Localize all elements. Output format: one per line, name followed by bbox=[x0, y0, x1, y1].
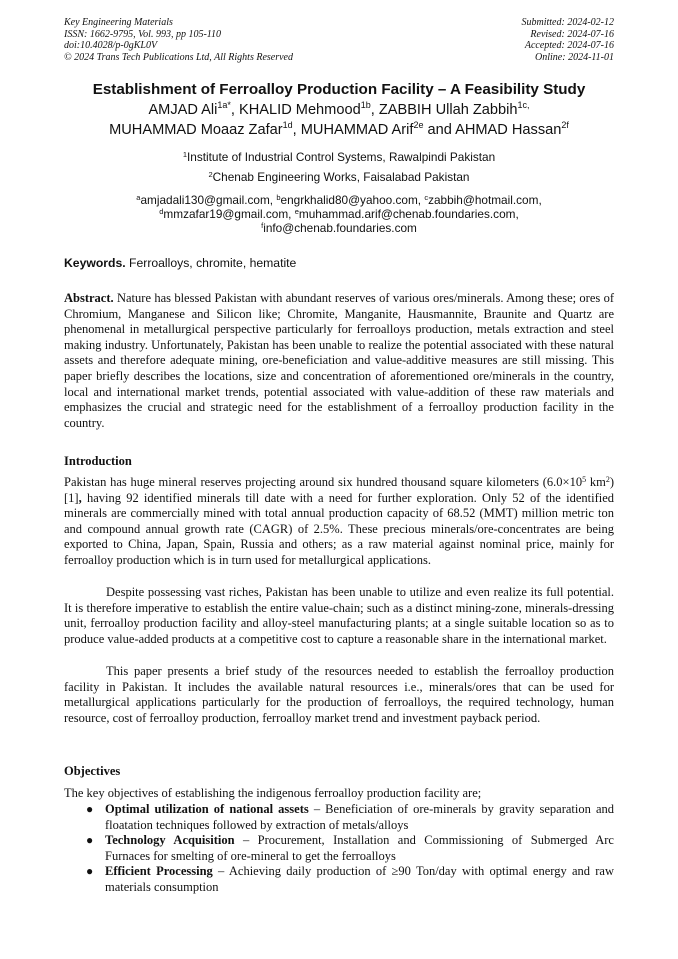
author-list: AMJAD Ali$^{1a*}$, KHALID Mehmood$^{1b}$, ZABBIH Ullah Zabbih$^{1c,}$ MUHAMMAD Moaaz Zafar$^{1d}$, MUHAMMAD Arif$^{2e}$ and AHMAD Hassan$^{2f}$ bbox=[109, 100, 569, 138]
author: AHMAD Hassan$^{2f}$ bbox=[455, 120, 569, 138]
list-item: ● Technology Acquisition – Procurement, Installation and Commissioning of Submerged Arc Furnaces for smelting of ore-mineral to get the ferroalloys bbox=[86, 833, 614, 863]
journal-header bbox=[64, 17, 293, 63]
affiliation: $^2$Chenab Engineering Works, Faisalabad Pakistan bbox=[208, 170, 470, 184]
author-emails: $^a$amjadali130@gmail.com, $^b$engrkhalid80@yahoo.com, $^c$zabbih@hotmail.com, $^d$mmzafar19@gmail.com, $^e$muhammad.arif@chenab.foundaries.com, $^f$info@chenab.foundaries.com bbox=[136, 193, 542, 235]
email-link[interactable]: mmzafar19@gmail.com bbox=[163, 207, 289, 221]
bullet-icon: ● bbox=[86, 864, 94, 879]
abstract bbox=[64, 291, 614, 431]
affiliation: $^1$Institute of Industrial Control Systems, Rawalpindi Pakistan bbox=[182, 150, 496, 164]
author: MUHAMMAD Moaaz Zafar$^{1d}$ bbox=[109, 120, 293, 138]
email-link[interactable]: amjadali130@gmail.com bbox=[140, 193, 270, 207]
submitted-date: Submitted: 2024-02-12 bbox=[521, 17, 614, 28]
email-link[interactable]: engrkhalid80@yahoo.com bbox=[280, 193, 418, 207]
bullet-icon: ● bbox=[86, 833, 94, 848]
email-link[interactable]: muhammad.arif@chenab.foundaries.com bbox=[298, 207, 516, 221]
introduction-paragraph: Despite possessing vast riches, Pakistan has been unable to utilize and even realize its full potential. It is therefore imperative to establish the entire value-chain; such as a distinct mining-zone, minerals-dressing unit, ferroalloy production facility and alloy-steel manufacturing plants; at a single suitable location so as to produce value-added products at a competitive cost to capture a reasonable share in the international market. bbox=[64, 585, 614, 646]
list-item: ● Efficient Processing – Achieving daily production of ≥90 Ton/day with optimal energy and raw materials consumption bbox=[86, 864, 615, 894]
keywords-text: Ferroalloys, chromite, hematite bbox=[129, 256, 297, 270]
keywords-label: Keywords. bbox=[64, 256, 126, 270]
paper-title: Establishment of Ferroalloy Production Facility – A Feasibility Study bbox=[92, 81, 586, 98]
keywords bbox=[64, 256, 296, 270]
dates-header bbox=[522, 17, 615, 63]
section-heading-introduction: Introduction bbox=[64, 454, 132, 468]
introduction-paragraph: Pakistan has huge mineral reserves projecting around six hundred thousand square kilometers ($6.0\times 10^5$ $km^2$) [1], having 92 identified minerals till date with a need for further exploration. Only 52 of the identified minerals are commercially mined with total annual production capacity of 68.52 (MMT) million metric ton and compound annual growth rate (CAGR) of 2.5%. These precious minerals/ore-concentrates are being exported to China, Japan, Spain, Russia and others; as a raw material against nominal price, mainly for ferroalloy production which is in turn used for metallurgical applications. bbox=[64, 475, 614, 567]
copyright-notice: © 2024 Trans Tech Publications Ltd, All Rights Reserved bbox=[64, 51, 293, 63]
online-date: Online: 2024-11-01 bbox=[535, 51, 614, 63]
author: KHALID Mehmood$^{1b}$ bbox=[239, 100, 371, 118]
list-item: ● Optimal utilization of national assets – Beneficiation of ore-minerals by gravity separation and floatation techniques followed by extraction of metals/alloys bbox=[86, 802, 614, 832]
author: ZABBIH Ullah Zabbih$^{1c,}$ bbox=[378, 100, 530, 118]
revised-date: Revised: 2024-07-16 bbox=[530, 28, 614, 40]
objectives-intro: The key objectives of establishing the indigenous ferroalloy production facility are; bbox=[64, 786, 482, 800]
author: AMJAD Ali$^{1a*}$ bbox=[148, 100, 231, 118]
journal-name: Key Engineering Materials bbox=[64, 17, 173, 28]
author: MUHAMMAD Arif$^{2e}$ bbox=[300, 120, 424, 138]
objectives-list bbox=[64, 802, 614, 896]
email-link[interactable]: info@chenab.foundaries.com bbox=[263, 221, 417, 235]
email-link[interactable]: zabbih@hotmail.com bbox=[428, 193, 539, 207]
section-heading-objectives: Objectives bbox=[64, 764, 121, 778]
abstract-label: Abstract. bbox=[64, 291, 114, 305]
introduction-paragraph: This paper presents a brief study of the resources needed to establish the ferroalloy production facility in Pakistan. It includes the available natural resources i.e., minerals/ores that can be used for metallurgical applications particularly for the production of ferroalloys, the required technology, human resource, cost of ferroalloy production, ferroalloy market trend and investment payback period. bbox=[64, 664, 614, 725]
doi-link[interactable]: doi:10.4028/p-0gKL0V bbox=[64, 40, 158, 51]
abstract-text: Nature has blessed Pakistan with abundant reserves of various ores/minerals. Among these; ores of Chromium, Manganese and Silicon like; Chromite, Manganite, Hausmannite, Braunite and Quartz are phenomenal in metallurgical perspective particularly for ferroalloys production, metals extraction and steel making industry. Unfortunately, Pakistan has been unable to realize the potential associated with these natural assets and therefore adequate mining, ore-beneficiation and value-additive measures are still missing. This paper briefly describes the locations, size and concentration of aforementioned ore/minerals in the country, local and international market trends, potential associated with value-addition of these raw materials and emphasizes the crucial and strategic need for the establishment of a ferroalloy production facility in the country. bbox=[64, 291, 615, 430]
bullet-icon: ● bbox=[86, 802, 94, 816]
accepted-date: Accepted: 2024-07-16 bbox=[524, 40, 614, 51]
journal-issn: ISSN: 1662-9795, Vol. 993, pp 105-110 bbox=[64, 28, 222, 40]
